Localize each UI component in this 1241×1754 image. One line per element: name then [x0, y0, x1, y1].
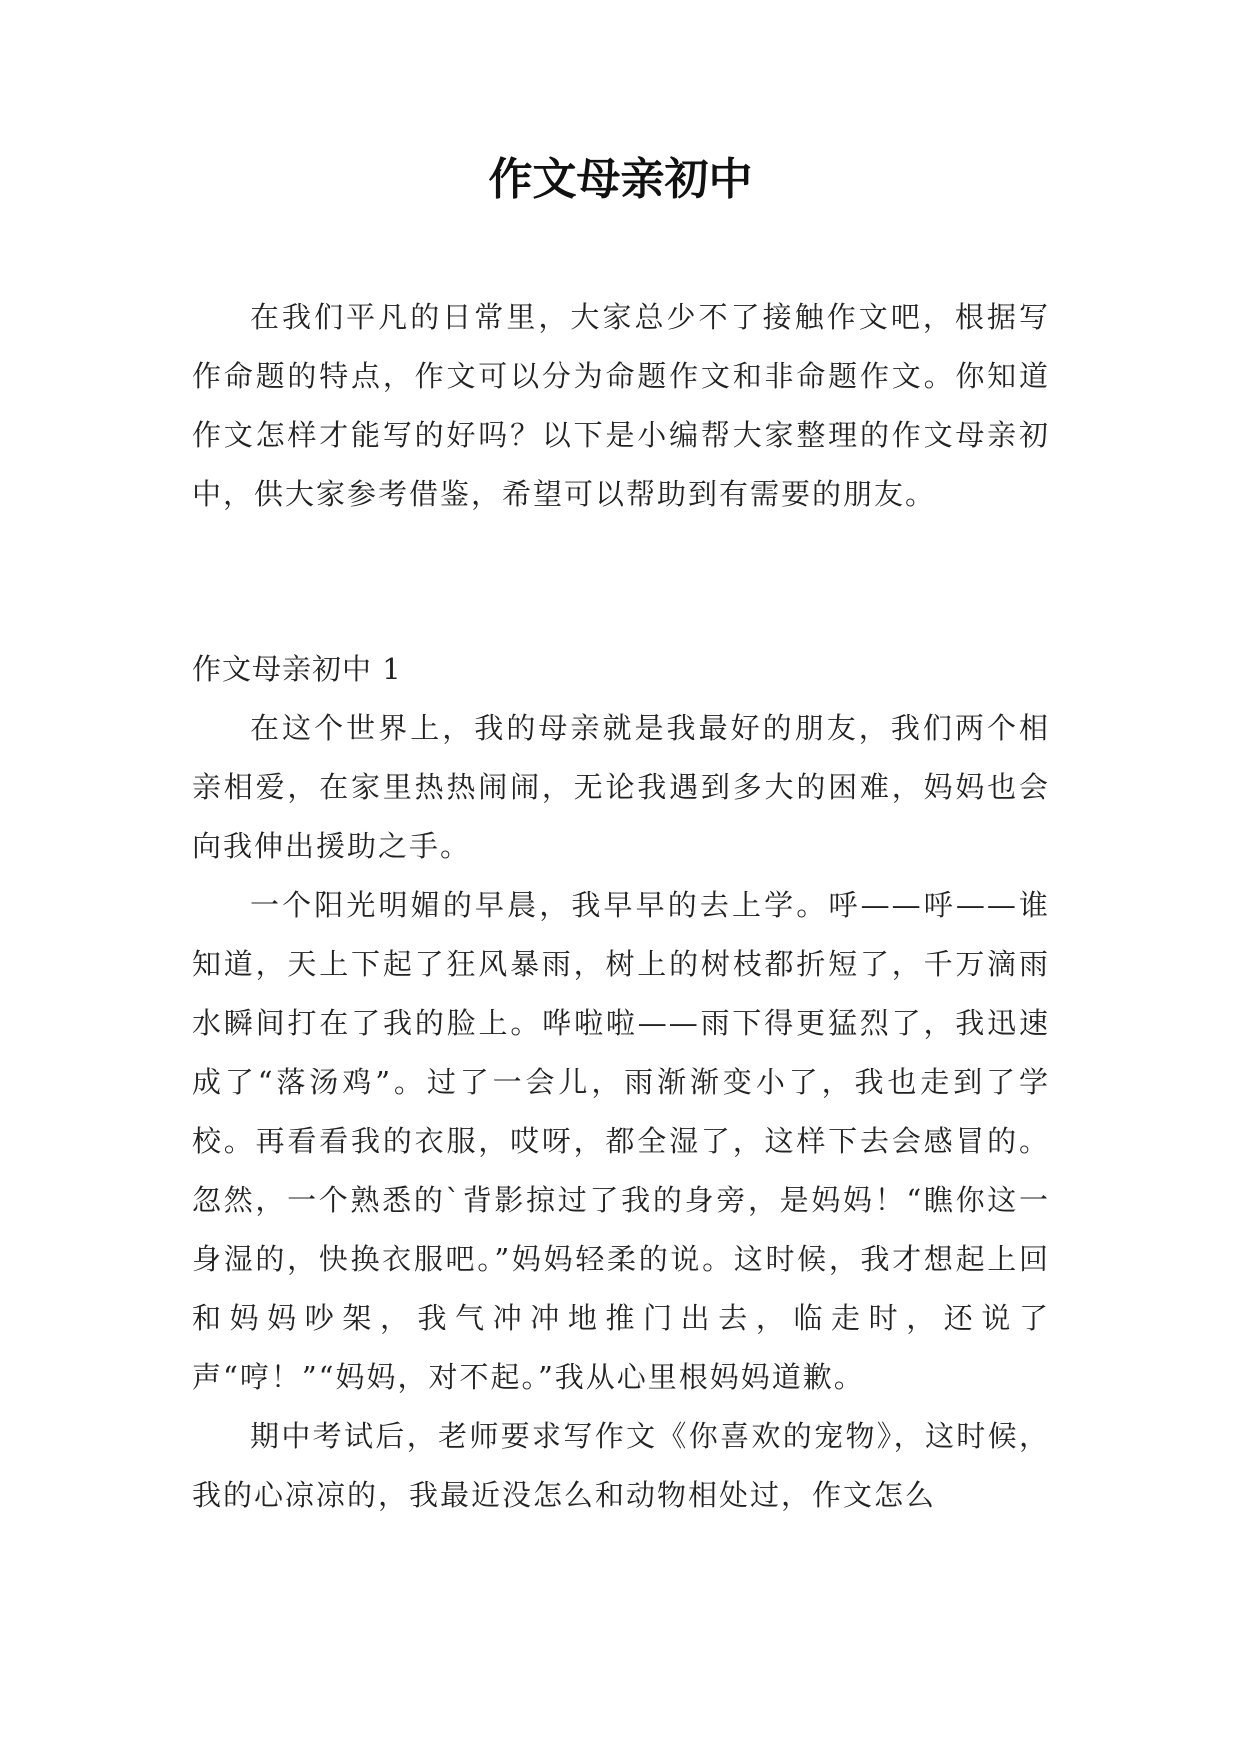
intro-block	[192, 288, 1050, 524]
paragraph-2: 一个阳光明媚的早晨，我早早的去上学。呼——呼——谁知道，天上下起了狂风暴雨，树上的树枝都折短了，千万滴雨水瞬间打在了我的脸上。哗啦啦——雨下得更猛烈了，我迅速成了“落汤鸡”。过了一会儿，雨渐渐变小了，我也走到了学校。再看看我的衣服，哎呀，都全湿了，这样下去会感冒的。忽然，一个熟悉的`背影掠过了我的身旁，是妈妈！“瞧你这一身湿的，快换衣服吧。”妈妈轻柔的说。这时候，我才想起上回和妈妈吵架，我气冲冲地推门出去，临走时，还说了声“哼！”“妈妈，对不起。”我从心里根妈妈道歉。	[192, 888, 1050, 1394]
essay-section-1	[192, 640, 1050, 1525]
section-heading: 作文母亲初中 1	[192, 652, 402, 686]
paragraph-1: 在这个世界上，我的母亲就是我最好的朋友，我们两个相亲相爱，在家里热热闹闹，无论我遇到多大的困难，妈妈也会向我伸出援助之手。	[192, 711, 1050, 863]
paragraph-3: 期中考试后，老师要求写作文《你喜欢的宠物》，这时候，我的心凉凉的，我最近没怎么和动物相处过，作文怎么	[192, 1419, 1050, 1512]
document-title: 作文母亲初中	[488, 154, 753, 205]
intro-paragraph: 在我们平凡的日常里，大家总少不了接触作文吧，根据写作命题的特点，作文可以分为命题作文和非命题作文。你知道作文怎样才能写的好吗？以下是小编帮大家整理的作文母亲初中，供大家参考借鉴，希望可以帮助到有需要的朋友。	[192, 300, 1050, 511]
